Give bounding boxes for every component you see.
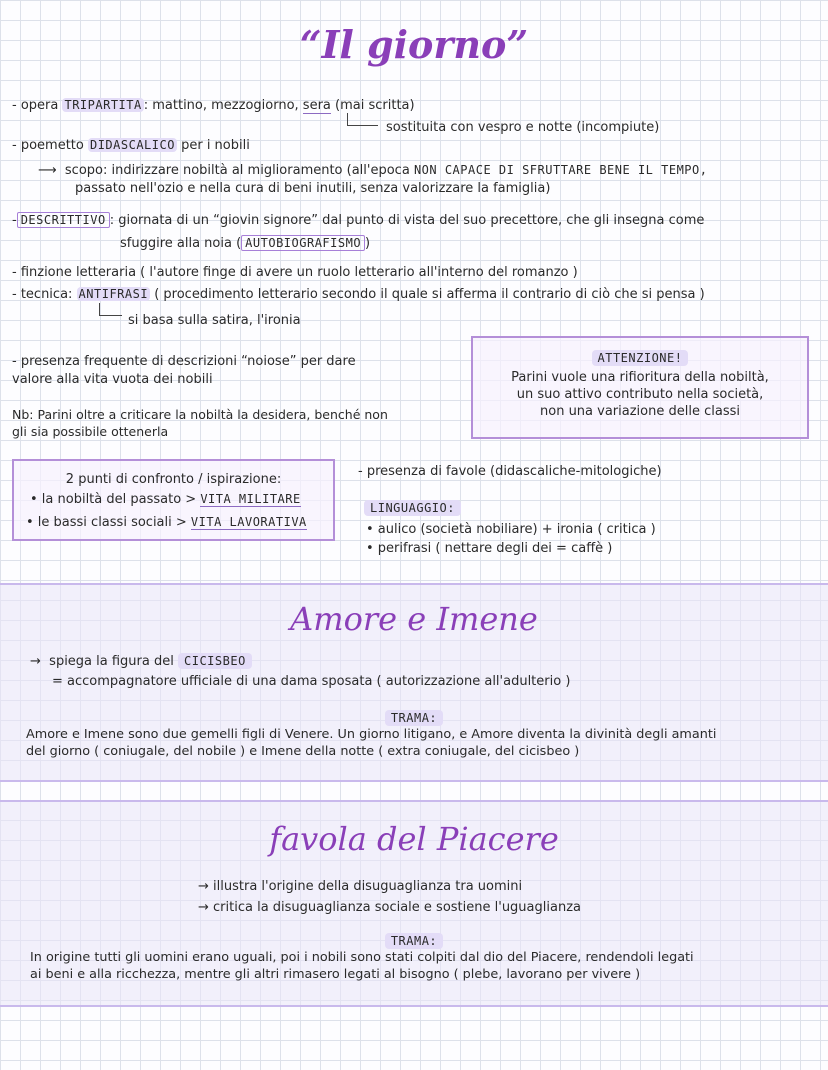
line-scopo [38, 162, 707, 179]
line-text: - tecnica: [12, 287, 77, 302]
line-descrizioni: - presenza frequente di descrizioni “noiose” per dare [12, 354, 356, 369]
boxed-descrittivo: DESCRITTIVO [17, 212, 110, 228]
underline-sera: sera [302, 98, 331, 113]
attention-panel [471, 336, 809, 439]
line-finzione: - finzione letteraria ( l'autore finge di avere un ruolo letterario all'interno del romanzo ) [12, 265, 578, 280]
line-text: sfuggire alla noia ( [120, 236, 242, 251]
nb-note: Nb: Parini oltre a criticare la nobiltà la desidera, benché non [12, 407, 388, 422]
trama-label-wrap [0, 930, 828, 949]
attention-line: Parini vuole una rifioritura della nobiltà, [511, 370, 769, 385]
line-text: : mattino, mezzogiorno, [143, 98, 303, 113]
trama-label-wrap [0, 707, 828, 726]
underline-vita-militare: VITA MILITARE [200, 492, 301, 506]
favola-piacere-title: favola del Piacere [269, 820, 559, 858]
underline-vita-lavorativa: VITA LAVORATIVA [190, 515, 307, 529]
nb-note-cont: gli sia possibile ottenerla [12, 424, 169, 439]
highlight-antifrasi: ANTIFRASI [78, 287, 149, 301]
line-text: spiega la figura del [49, 654, 178, 669]
amore-imene-title: Amore e Imene [290, 600, 538, 638]
line-text: - poemetto [12, 138, 88, 153]
line-poemetto [12, 137, 250, 154]
line-origine: → illustra l'origine della disuguaglianza tra uomini [198, 879, 523, 894]
line-text: ) [365, 236, 371, 251]
confronto-item [26, 514, 333, 531]
line-accompagnatore: = accompagnatore ufficiale di una dama sposata ( autorizzazione all'adulterio ) [52, 674, 571, 689]
line-text: ( procedimento letterario secondo il quale si afferma il contrario di ciò che si pensa ) [150, 287, 705, 302]
dash: - [12, 213, 17, 228]
caps-text: NON CAPACE DI SFRUTTARE BENE IL TEMPO, [413, 163, 708, 177]
linguaggio-item: • perifrasi ( nettare degli dei = caffè ) [366, 541, 613, 556]
piacere-trama-line: ai beni e alla ricchezza, mentre gli altri rimasero legati al bisogno ( plebe, lavorano per vivere ) [30, 967, 641, 982]
line-critica: → critica la disuguaglianza sociale e sostiene l'uguaglianza [198, 900, 581, 915]
page-title: “Il giorno” [299, 22, 529, 67]
line-text: scopo: indirizzare nobiltà al miglioramento (all'epoca [64, 163, 414, 178]
boxed-autobiografismo: AUTOBIOGRAFISMO [241, 235, 365, 251]
line-favole: - presenza di favole (didascaliche-mitologiche) [358, 464, 662, 479]
confronto-item [30, 491, 333, 508]
line-descrittivo-cont [120, 235, 370, 252]
amore-trama-line: Amore e Imene sono due gemelli figli di Venere. Un giorno litigano, e Amore diventa la divinità degli amanti [26, 727, 717, 742]
line-descrizioni-cont: valore alla vita vuota dei nobili [12, 372, 213, 387]
line-text: per i nobili [176, 138, 250, 153]
line-satira: si basa sulla satira, l'ironia [128, 313, 301, 328]
highlight-tripartita: TRIPARTITA [64, 98, 142, 112]
highlight-didascalico: DIDASCALICO [89, 138, 175, 152]
attention-line: un suo attivo contributo nella società, [516, 387, 764, 402]
amore-trama-line: del giorno ( coniugale, del nobile ) e Imene della notte ( extra coniugale, del cicisbeo ) [26, 744, 580, 759]
line-tecnica [12, 286, 705, 303]
line-text: (mai scritta) [330, 98, 415, 113]
bracket-connector [99, 303, 122, 316]
line-opera-tripartita [12, 97, 415, 114]
linguaggio-label: LINGUAGGIO: [364, 500, 461, 516]
trama-label: TRAMA: [385, 933, 443, 949]
confronto-text: • la nobiltà del passato > [30, 492, 201, 507]
confronto-panel [12, 459, 335, 541]
attention-line: non una variazione delle classi [540, 404, 740, 419]
arrow-icon: ⟶ [38, 163, 57, 178]
confronto-text: • le bassi classi sociali > [26, 515, 191, 530]
line-scopo-cont: passato nell'ozio e nella cura di beni inutili, senza valorizzare la famiglia) [75, 181, 551, 196]
piacere-trama-line: In origine tutti gli uomini erano uguali, poi i nobili sono stati colpiti dal dio del Piacere, rendendoli legati [30, 950, 694, 965]
confronto-heading: 2 punti di confronto / ispirazione: [65, 472, 282, 487]
line-sostituita: sostituita con vespro e notte (incompiute) [386, 120, 660, 135]
attention-label: ATTENZIONE! [592, 350, 689, 366]
line-text: : giornata di un “giovin signore” dal punto di vista del suo precettore, che gli insegna come [109, 213, 705, 228]
arrow-icon: → [30, 654, 41, 669]
linguaggio-item: • aulico (società nobiliare) + ironia ( critica ) [366, 522, 656, 537]
line-text: - opera [12, 98, 63, 113]
bracket-connector [347, 113, 378, 126]
trama-label: TRAMA: [385, 710, 443, 726]
highlight-cicisbeo: CICISBEO [178, 653, 252, 669]
line-cicisbeo [30, 653, 252, 670]
line-descrittivo [12, 212, 704, 229]
